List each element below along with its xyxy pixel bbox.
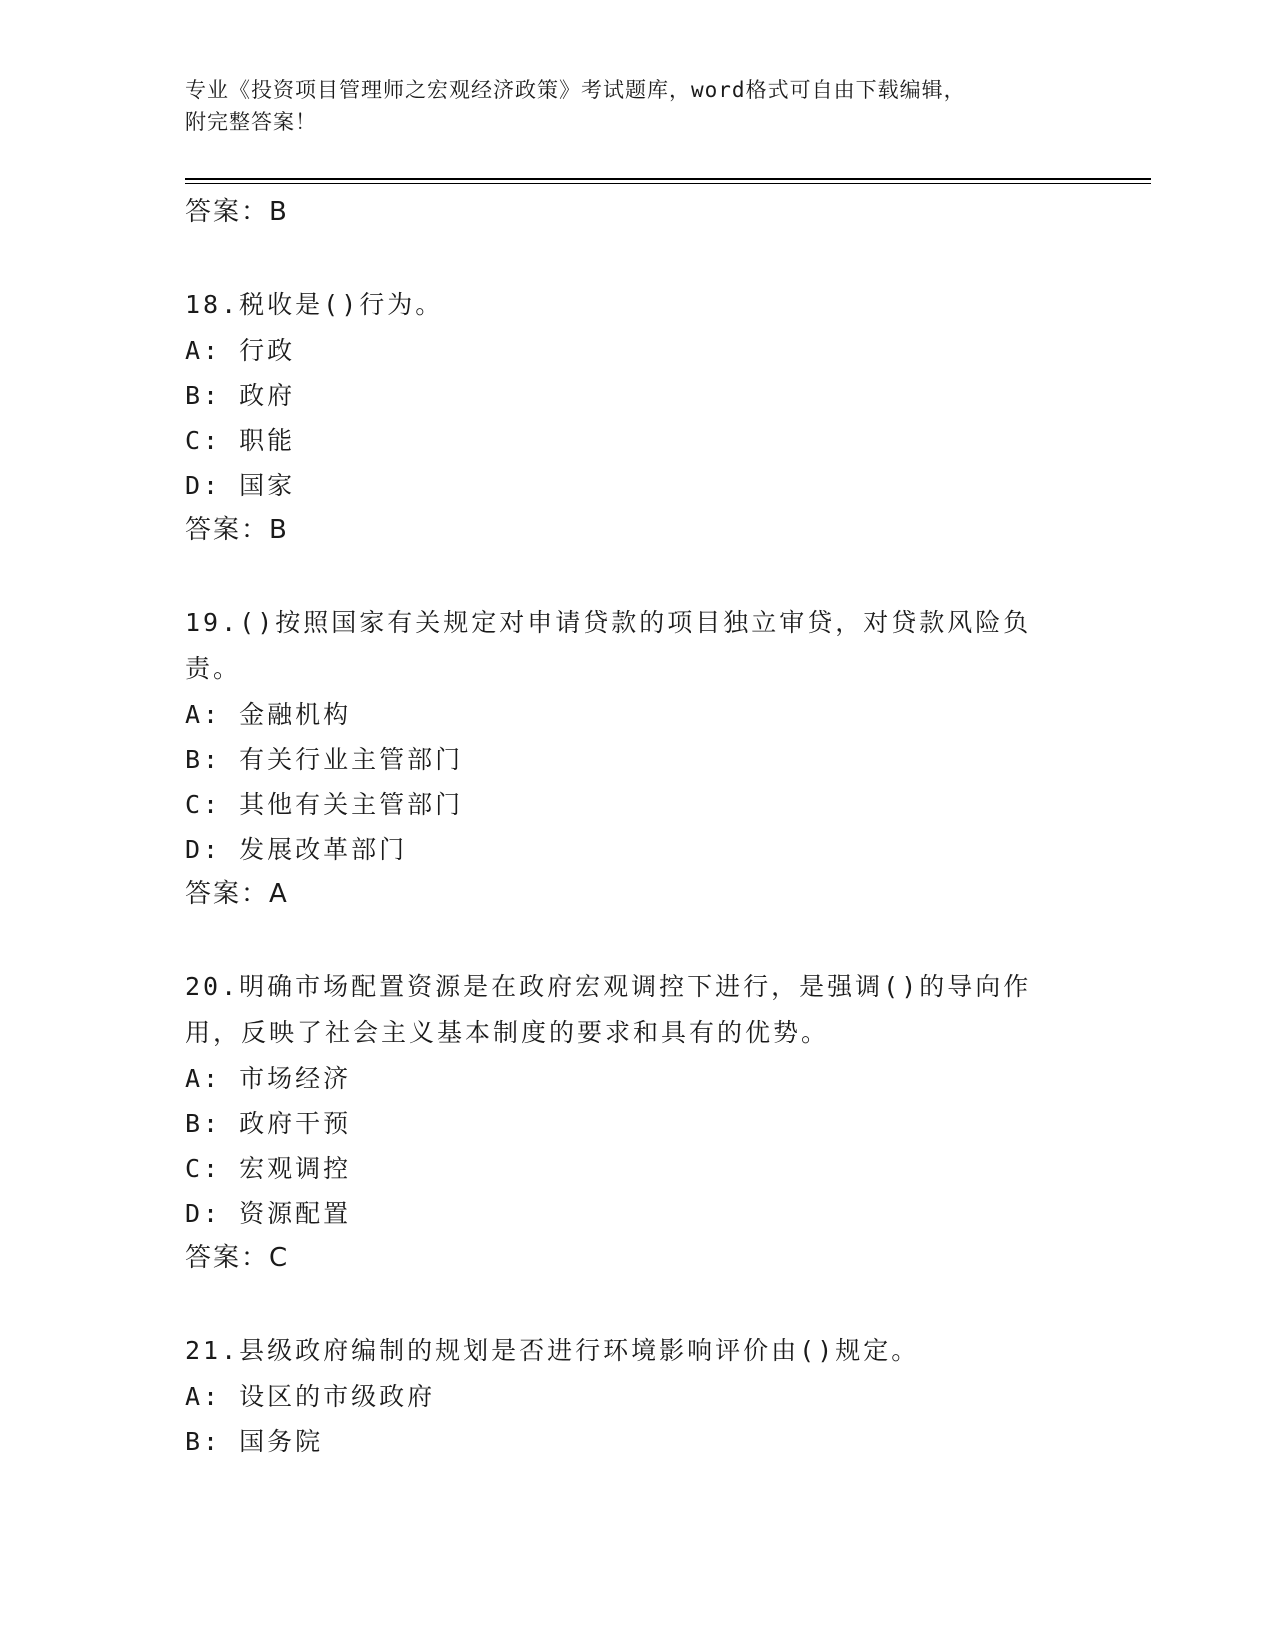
option-a: A: 金融机构 [185, 700, 352, 729]
answer-line: 答案：A [185, 879, 289, 909]
answer-line: 答案：B [185, 515, 289, 545]
option-b: B: 政府 [185, 381, 296, 410]
question-text: 20.明确市场配置资源是在政府宏观调控下进行，是强调()的导向作用，反映了社会主义基本制度的要求和具有的优势。 [185, 972, 1032, 1047]
question-20 [185, 964, 1085, 1281]
question-text: 19.()按照国家有关规定对申请贷款的项目独立审贷，对贷款风险负责。 [185, 608, 1032, 683]
option-b: B: 有关行业主管部门 [185, 745, 464, 774]
question-19 [185, 600, 1085, 917]
question-list [185, 190, 1085, 1464]
question-21 [185, 1328, 1085, 1464]
question-18 [185, 282, 1085, 553]
header-line-1: 专业《投资项目管理师之宏观经济政策》考试题库，word格式可自由下载编辑， [185, 78, 966, 102]
answer-line: 答案：C [185, 1243, 290, 1273]
answer-line: 答案：B [185, 197, 289, 227]
option-b: B: 政府干预 [185, 1109, 352, 1138]
option-b: B: 国务院 [185, 1427, 324, 1456]
header-line-2: 附完整答案！ [185, 110, 317, 134]
option-a: A: 市场经济 [185, 1064, 352, 1093]
option-a: A: 行政 [185, 336, 296, 365]
question-text: 18.税收是()行为。 [185, 290, 444, 319]
option-d: D: 资源配置 [185, 1199, 352, 1228]
option-d: D: 国家 [185, 471, 296, 500]
header-divider-thick [185, 178, 1151, 180]
option-c: C: 宏观调控 [185, 1154, 352, 1183]
option-c: C: 其他有关主管部门 [185, 790, 464, 819]
option-c: C: 职能 [185, 426, 296, 455]
option-d: D: 发展改革部门 [185, 835, 408, 864]
page-header [185, 74, 1065, 138]
option-a: A: 设区的市级政府 [185, 1382, 436, 1411]
question-text: 21.县级政府编制的规划是否进行环境影响评价由()规定。 [185, 1336, 920, 1365]
header-divider-thin [185, 183, 1151, 184]
